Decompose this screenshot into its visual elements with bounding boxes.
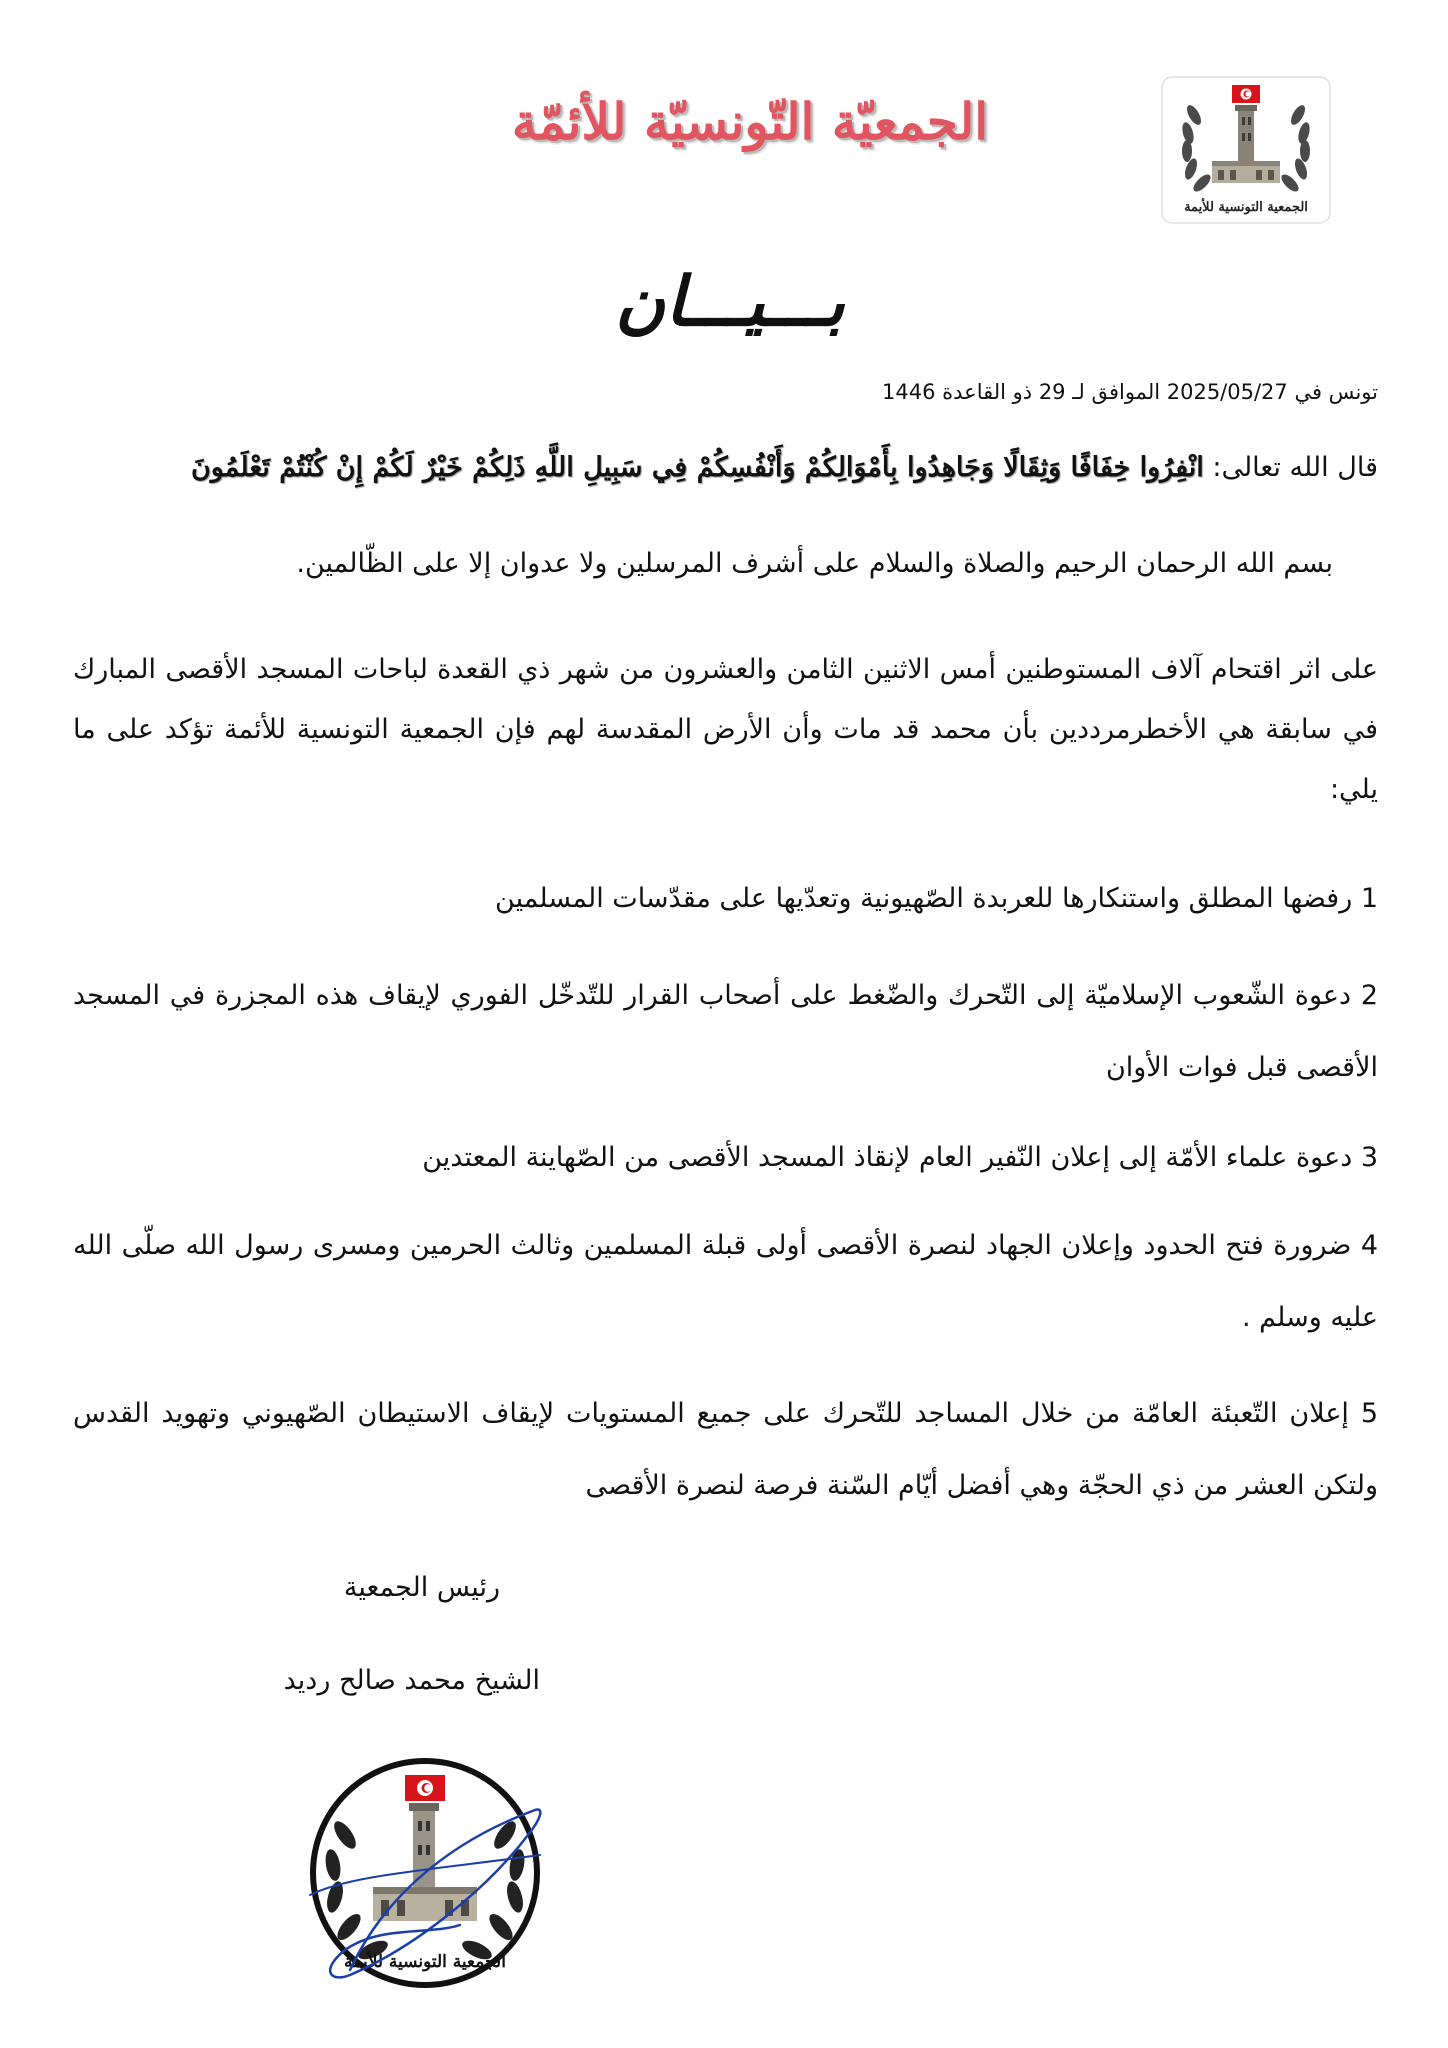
organization-title: الجمعيّة التّونسيّة للأئمّة xyxy=(511,92,989,151)
point-2: 2 دعوة الشّعوب الإسلاميّة إلى التّحرك والضّغط على أصحاب القرار للتّدخّل الفوري لإيقاف هذه المجزرة في المسجد الأقصى قبل فوات الأوان xyxy=(73,980,1378,1083)
handwritten-signature-icon xyxy=(290,1775,550,2005)
point-5: 5 إعلان التّعبئة العامّة من خلال المساجد للتّحرك على جميع المستويات لإيقاف الاستيطان الصّهيوني وتهويد القدس ولتكن العشر من ذي الحجّة وهي أفضل أيّام السّنة فرصة لنصرة الأقصى xyxy=(73,1398,1378,1501)
quran-verse xyxy=(58,448,1378,489)
verse-intro: قال الله تعالى: xyxy=(1212,452,1378,483)
date-line: تونس في 2025/05/27 الموافق لـ 29 ذو القاعدة 1446 xyxy=(882,380,1378,404)
intro-paragraph: على اثر اقتحام آلاف المستوطنين أمس الاثنين الثامن والعشرون من شهر ذي القعدة لباحات المسجد الأقصى المبارك في سابقة هي الأخطرمرددين بأن محمد قد مات وأن الأرض المقدسة لهم فإن الجمعية التونسية للأئمة تؤكد على ما يلي: xyxy=(73,654,1378,805)
svg-text:الجمعية التونسية للأيمة: الجمعية التونسية للأيمة xyxy=(1184,200,1308,215)
verse-text: انْفِرُوا خِفَافًا وَثِقَالًا وَجَاهِدُوا بِأَمْوَالِكُمْ وَأَنْفُسِكُمْ فِي سَبِيلِ اللَّهِ ذَلِكُمْ خَيْرٌ لَكُمْ إِنْ كُنْتُمْ تَعْلَمُونَ xyxy=(190,452,1204,483)
basmala-line: بسم الله الرحمان الرحيم والصلاة والسلام على أشرف المرسلين ولا عدوان إلا على الظّالمين. xyxy=(296,548,1333,579)
statement-heading: بـــيـــان xyxy=(615,262,845,342)
association-logo-icon xyxy=(1160,75,1332,225)
signatory-title: رئيس الجمعية xyxy=(343,1572,500,1603)
point-3: 3 دعوة علماء الأمّة إلى إعلان النّفير العام لإنقاذ المسجد الأقصى من الصّهاينة المعتدين xyxy=(422,1142,1378,1173)
svg-text:الجمعية التونسية للأيمة: الجمعية التونسية للأيمة xyxy=(344,1952,506,1972)
point-4: 4 ضرورة فتح الحدود وإعلان الجهاد لنصرة الأقصى أولى قبلة المسلمين وثالث الحرمين ومسرى رسول الله صلّى الله عليه وسلم . xyxy=(73,1230,1378,1333)
signatory-name: الشيخ محمد صالح رديد xyxy=(283,1665,540,1696)
point-1: 1 رفضها المطلق واستنكارها للعربدة الصّهيونية وتعدّيها على مقدّسات المسلمين xyxy=(495,883,1378,914)
